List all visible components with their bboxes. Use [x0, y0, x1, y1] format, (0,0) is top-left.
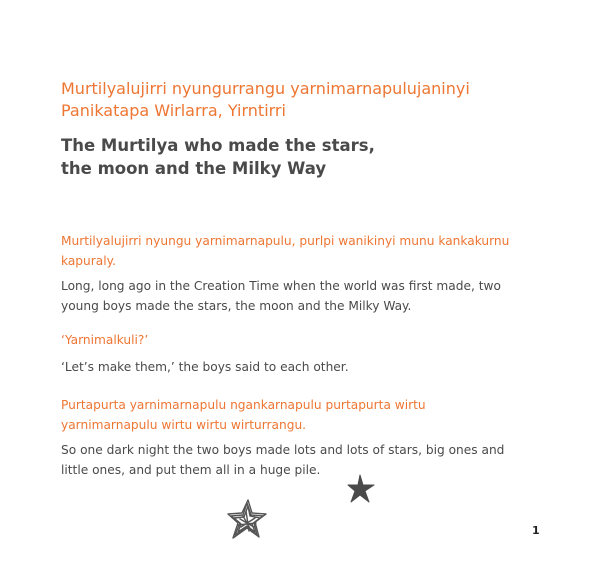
hand-drawn-star-small-icon [347, 474, 375, 504]
paragraph-3-english [61, 441, 541, 480]
title-martu [61, 78, 561, 122]
paragraph-3-martu-line-1: Purtapurta yarnimarnapulu ngankarnapulu purtapurta wirtu [61, 398, 426, 412]
title-english-line-1: The Murtilya who made the stars, [61, 136, 375, 155]
paragraph-1-english-line-1: Long, long ago in the Creation Time when the world was first made, two [61, 279, 501, 293]
page-number: 1 [532, 524, 540, 537]
title-martu-line-1: Murtilyalujirri nyungurrangu yarnimarnapulujaninyi [61, 79, 470, 98]
paragraph-1-martu [61, 232, 541, 271]
paragraph-2-martu [61, 331, 541, 351]
paragraph-1-martu-line-1: Murtilyalujirri nyungu yarnimarnapulu, purlpi wanikinyi munu kankakurnu [61, 234, 510, 248]
paragraph-3-english-line-1: So one dark night the two boys made lots and lots of stars, big ones and [61, 443, 505, 457]
paragraph-2-martu-line-1: ‘Yarnimalkuli?’ [61, 333, 149, 347]
paragraph-3-martu [61, 396, 541, 435]
paragraph-1-martu-line-2: kapuraly. [61, 253, 116, 268]
title-martu-line-2: Panikatapa Wirlarra, Yirntirri [61, 101, 286, 120]
title-english-line-2: the moon and the Milky Way [61, 159, 327, 178]
paragraph-3-english-line-2: little ones, and put them all in a huge pile. [61, 462, 321, 477]
paragraph-2-english [61, 358, 541, 378]
hand-drawn-star-large-icon [226, 497, 268, 541]
paragraph-3-martu-line-2: yarnimarnapulu wirtu wirtu wirturrangu. [61, 417, 307, 432]
paragraph-2-english-line-1: ‘Let’s make them,’ the boys said to each other. [61, 360, 349, 374]
title-english [61, 134, 561, 180]
paragraph-1-english [61, 277, 541, 316]
paragraph-1-english-line-2: young boys made the stars, the moon and the Milky Way. [61, 298, 412, 313]
